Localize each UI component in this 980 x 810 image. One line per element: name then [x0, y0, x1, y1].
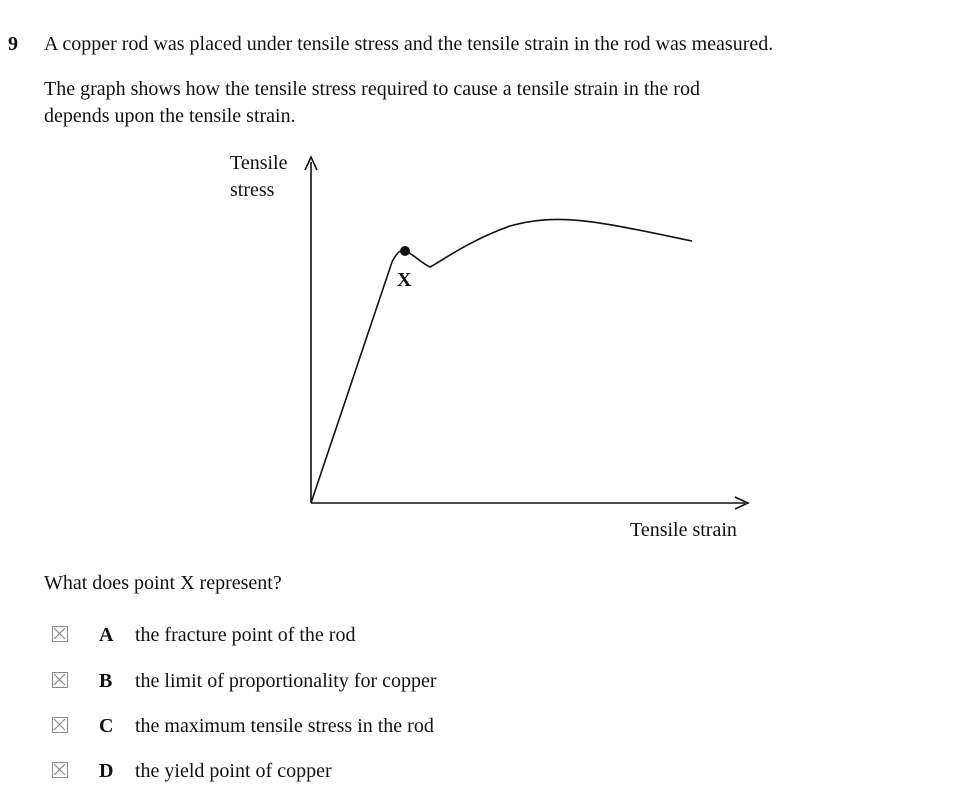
x-axis-label: Tensile strain	[630, 519, 737, 541]
option-c-letter: C	[99, 715, 114, 737]
question-number: 9	[8, 33, 18, 55]
option-c-text: the maximum tensile stress in the rod	[135, 715, 434, 737]
option-a-letter: A	[99, 624, 114, 646]
option-c-checkbox[interactable]	[52, 717, 68, 733]
intro-line-2: depends upon the tensile strain.	[44, 105, 296, 127]
cross-box-icon	[53, 718, 66, 731]
y-axis-label-line-2: stress	[230, 179, 275, 201]
option-d-checkbox[interactable]	[52, 762, 68, 778]
option-a-text: the fracture point of the rod	[135, 624, 356, 646]
stress-strain-curve	[311, 219, 692, 503]
option-d[interactable]	[52, 757, 852, 785]
intro-line-1: The graph shows how the tensile stress required to cause a tensile strain in the rod	[44, 78, 700, 100]
option-a-checkbox[interactable]	[52, 626, 68, 642]
point-x-label: X	[397, 269, 412, 291]
option-c[interactable]	[52, 712, 852, 740]
cross-box-icon	[53, 627, 66, 640]
question-stem: A copper rod was placed under tensile stress and the tensile strain in the rod was measured.	[44, 33, 774, 55]
cross-box-icon	[53, 763, 66, 776]
option-d-letter: D	[99, 760, 114, 782]
option-d-text: the yield point of copper	[135, 760, 332, 782]
question-prompt: What does point X represent?	[44, 572, 282, 594]
option-b-letter: B	[99, 670, 113, 692]
option-b-checkbox[interactable]	[52, 672, 68, 688]
option-b-text: the limit of proportionality for copper	[135, 670, 437, 692]
option-b[interactable]	[52, 667, 852, 695]
point-x-marker	[400, 246, 410, 256]
option-a[interactable]	[52, 621, 852, 649]
y-axis-label-line-1: Tensile	[230, 152, 288, 174]
cross-box-icon	[53, 673, 66, 686]
